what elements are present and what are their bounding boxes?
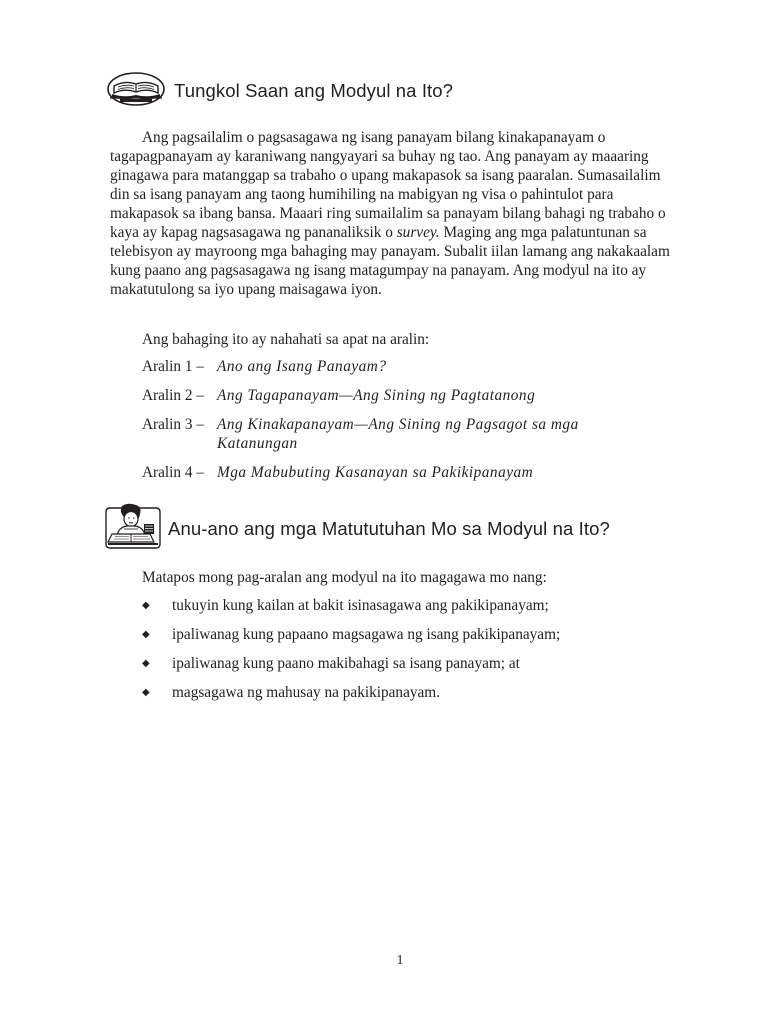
intro-paragraph-italic: survey. [396,224,440,241]
lesson-title: Ang Tagapanayam—Ang Sining ng Pagtatanong [217,387,536,404]
open-book-icon [106,68,166,113]
lesson-title: Ang Kinakapanayam—Ang Sining ng Pagsagot sa mga Katanungan [217,416,579,452]
lesson-label: Aralin 4 – [142,464,205,481]
lesson-item [142,415,617,453]
section-heading-about-module [106,68,453,113]
lesson-item [142,463,657,482]
list-item-text: tukuyin kung kailan at bakit isinasagawa ang pakikipanayam; [172,597,549,614]
lesson-item [142,357,657,376]
bullet-diamond-icon: ◆ [142,629,150,640]
list-item [142,654,520,673]
list-item [142,625,560,644]
list-item-text: ipaliwanag kung papaano magsagawa ng isang pakikipanayam; [172,626,561,643]
intro-paragraph-end: Maging ang mga palatuntunan sa telebisyon ay mayroong mga bahaging may panayam. Subalit iilan lamang ang nakakaalam kung paano ang pagsasagawa ng isang matagumpay na panayam. Ang modyul na ito ay makatutulong sa iyo upang maisagawa iyon. [110,224,670,298]
intro-paragraph-text: Ang pagsailalim o pagsasagawa ng isang panayam bilang kinakapanayam o tagapagpanayam ay karaniwang nangyayari sa buhay ng tao. Ang panayam ay maaaring ginagawa para matanggap sa trabaho o upang makapasok sa isang paaralan. Sumasailalim din sa isang panayam ang taong humihiling na mabigyan ng visa o pahintulot para makapasok sa ibang bansa. Maaari ring sumailalim sa panayam bilang bahagi ng trabaho o kaya ay kapag nagsasagawa ng pananaliksik o [110,129,666,241]
lesson-label: Aralin 3 – [142,416,205,433]
lesson-title: Mga Mabubuting Kasanayan sa Pakikipanayam [217,464,534,481]
lesson-label: Aralin 2 – [142,387,205,404]
heading-title: Tungkol Saan ang Modyul na Ito? [174,79,454,101]
section-heading-learning-outcomes [104,502,610,555]
bullet-diamond-icon: ◆ [142,600,150,611]
lesson-title: Ano ang Isang Panayam? [217,358,387,375]
lesson-label: Aralin 1 – [142,358,205,375]
intro-paragraph [110,128,678,299]
student-reading-icon [104,502,162,555]
list-item [142,596,549,615]
lesson-item [142,386,657,405]
page-number: 1 [396,953,404,968]
list-item-text: magsagawa ng mahusay na pakikipanayam. [172,684,441,701]
outcomes-intro: Matapos mong pag-aralan ang modyul na ito magagawa mo nang: [142,569,547,586]
bullet-diamond-icon: ◆ [142,687,150,698]
heading-title: Anu-ano ang mga Matututuhan Mo sa Modyul na Ito? [168,517,610,539]
bullet-diamond-icon: ◆ [142,658,150,669]
list-item-text: ipaliwanag kung paano makibahagi sa isang panayam; at [172,655,520,672]
list-item [142,683,440,702]
lessons-intro: Ang bahaging ito ay nahahati sa apat na aralin: [142,331,430,348]
